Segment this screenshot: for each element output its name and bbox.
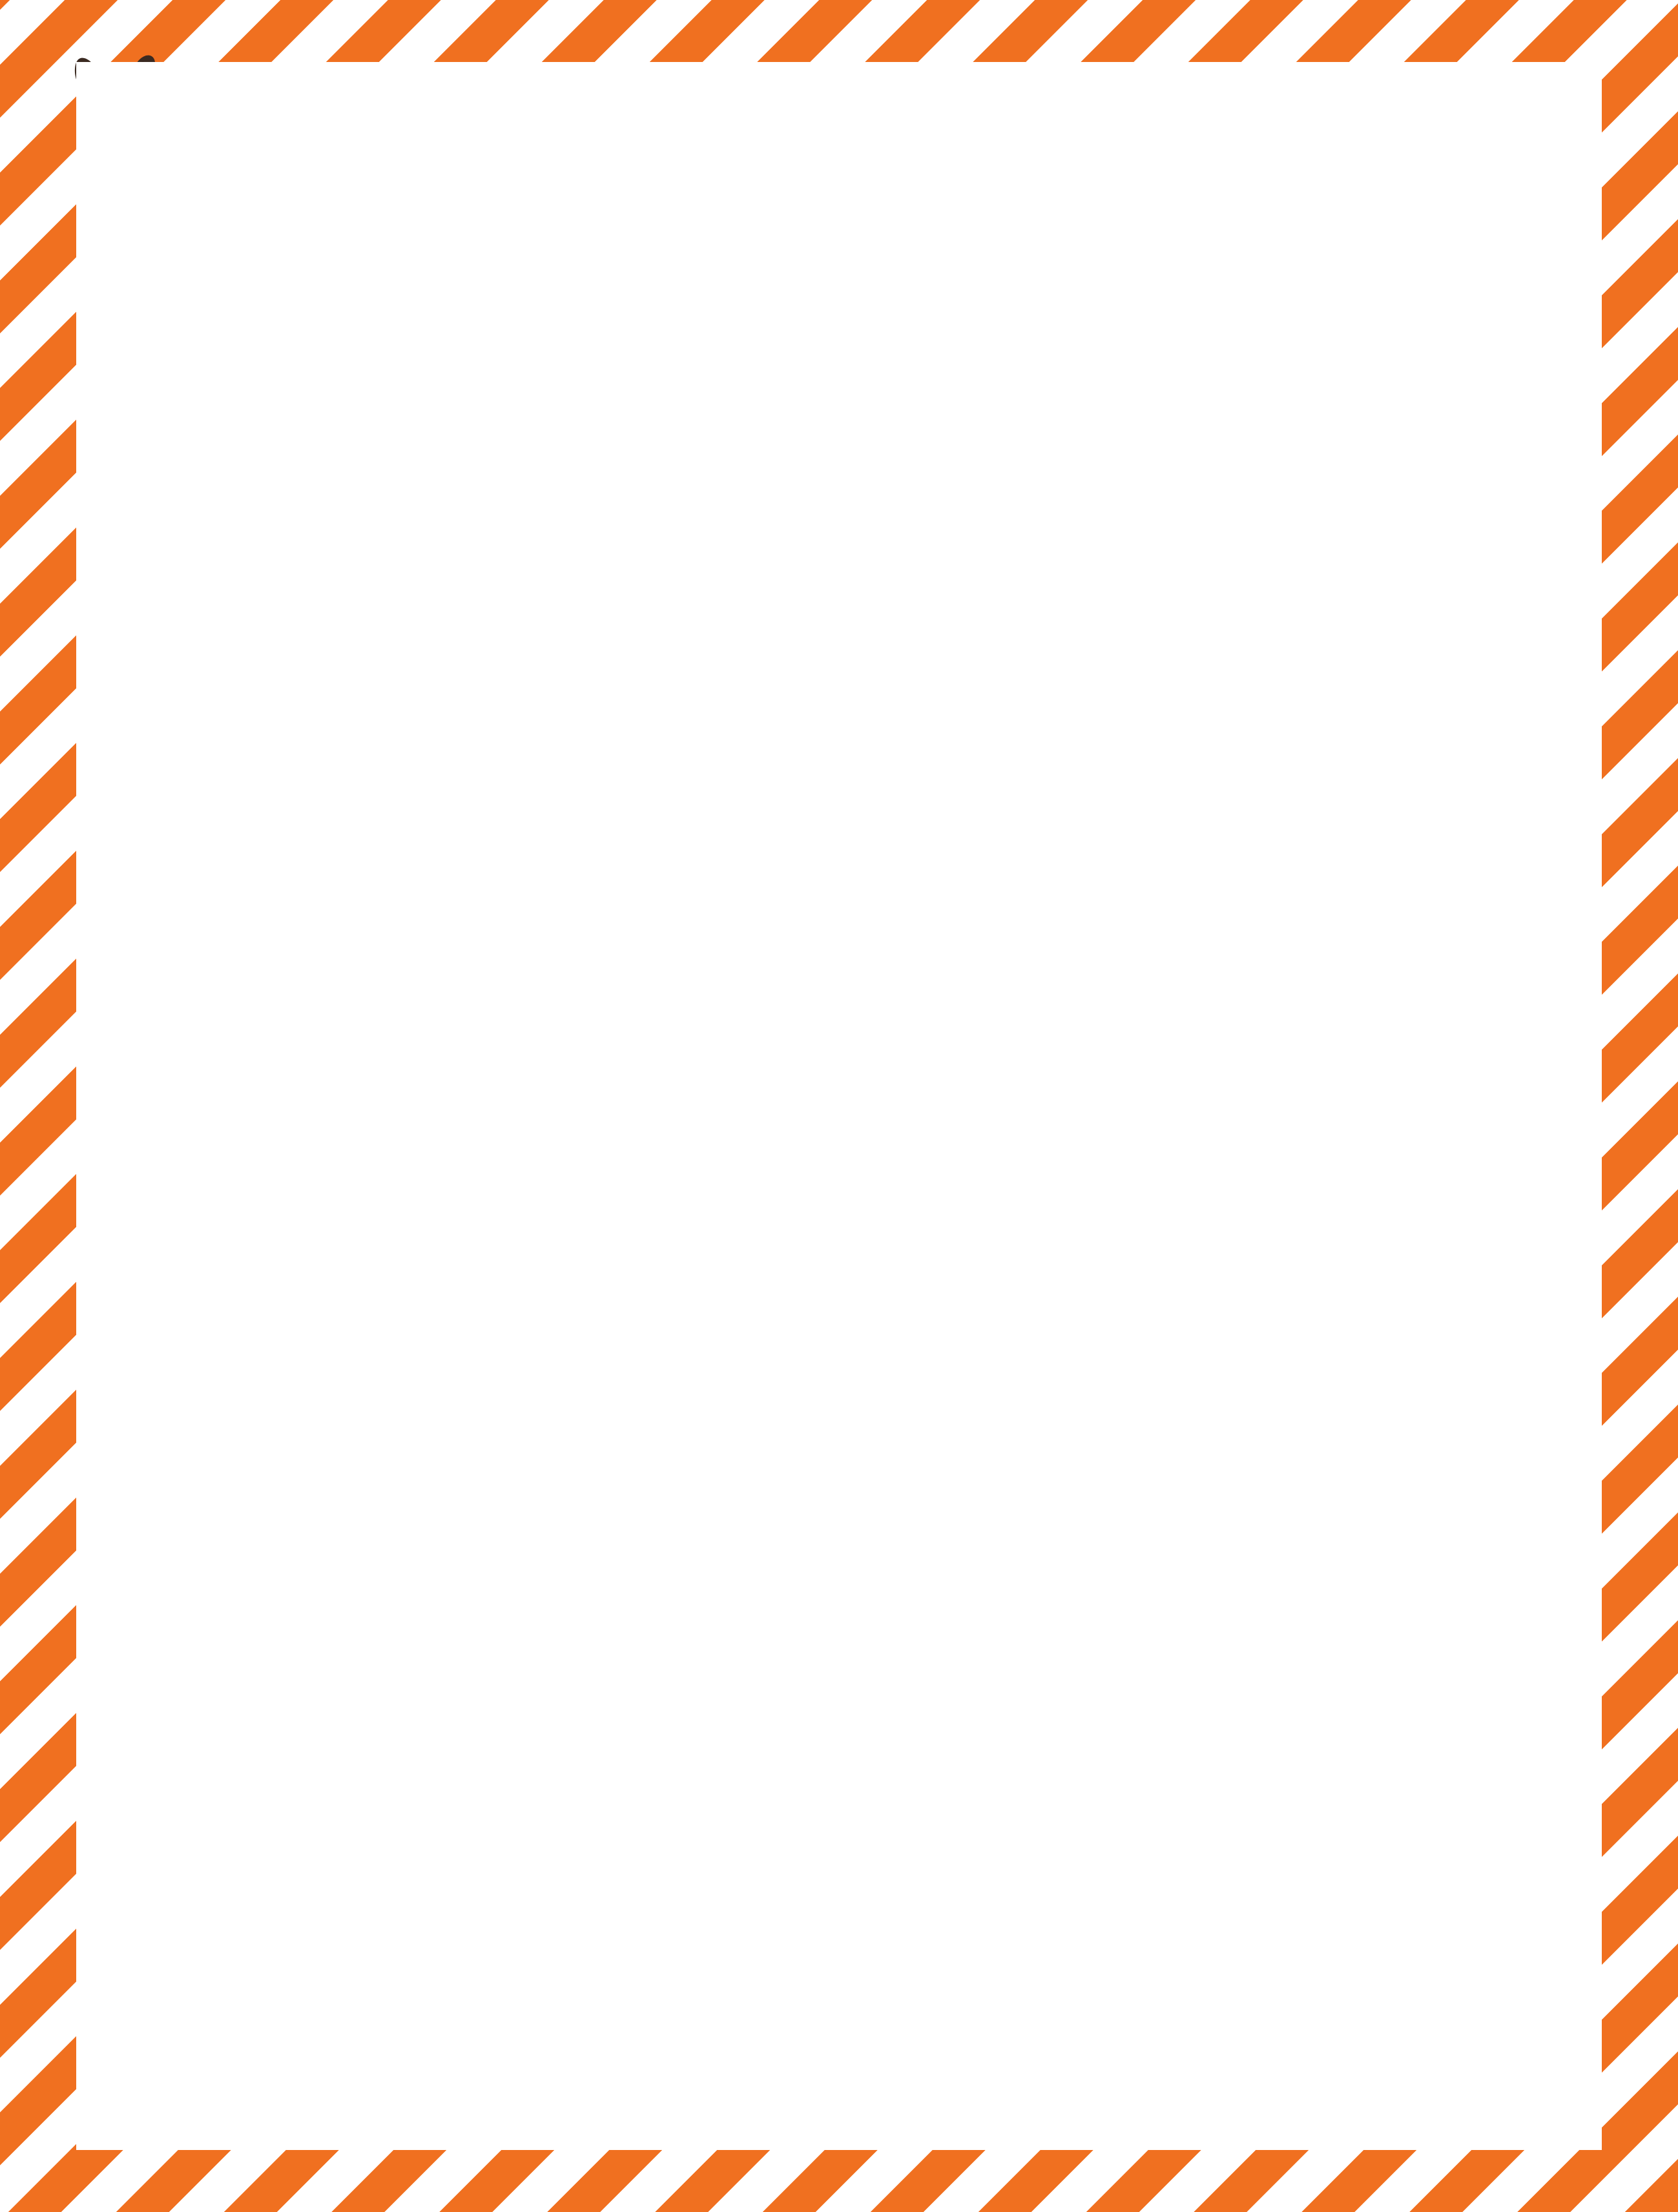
page-content-area bbox=[76, 62, 1602, 2150]
